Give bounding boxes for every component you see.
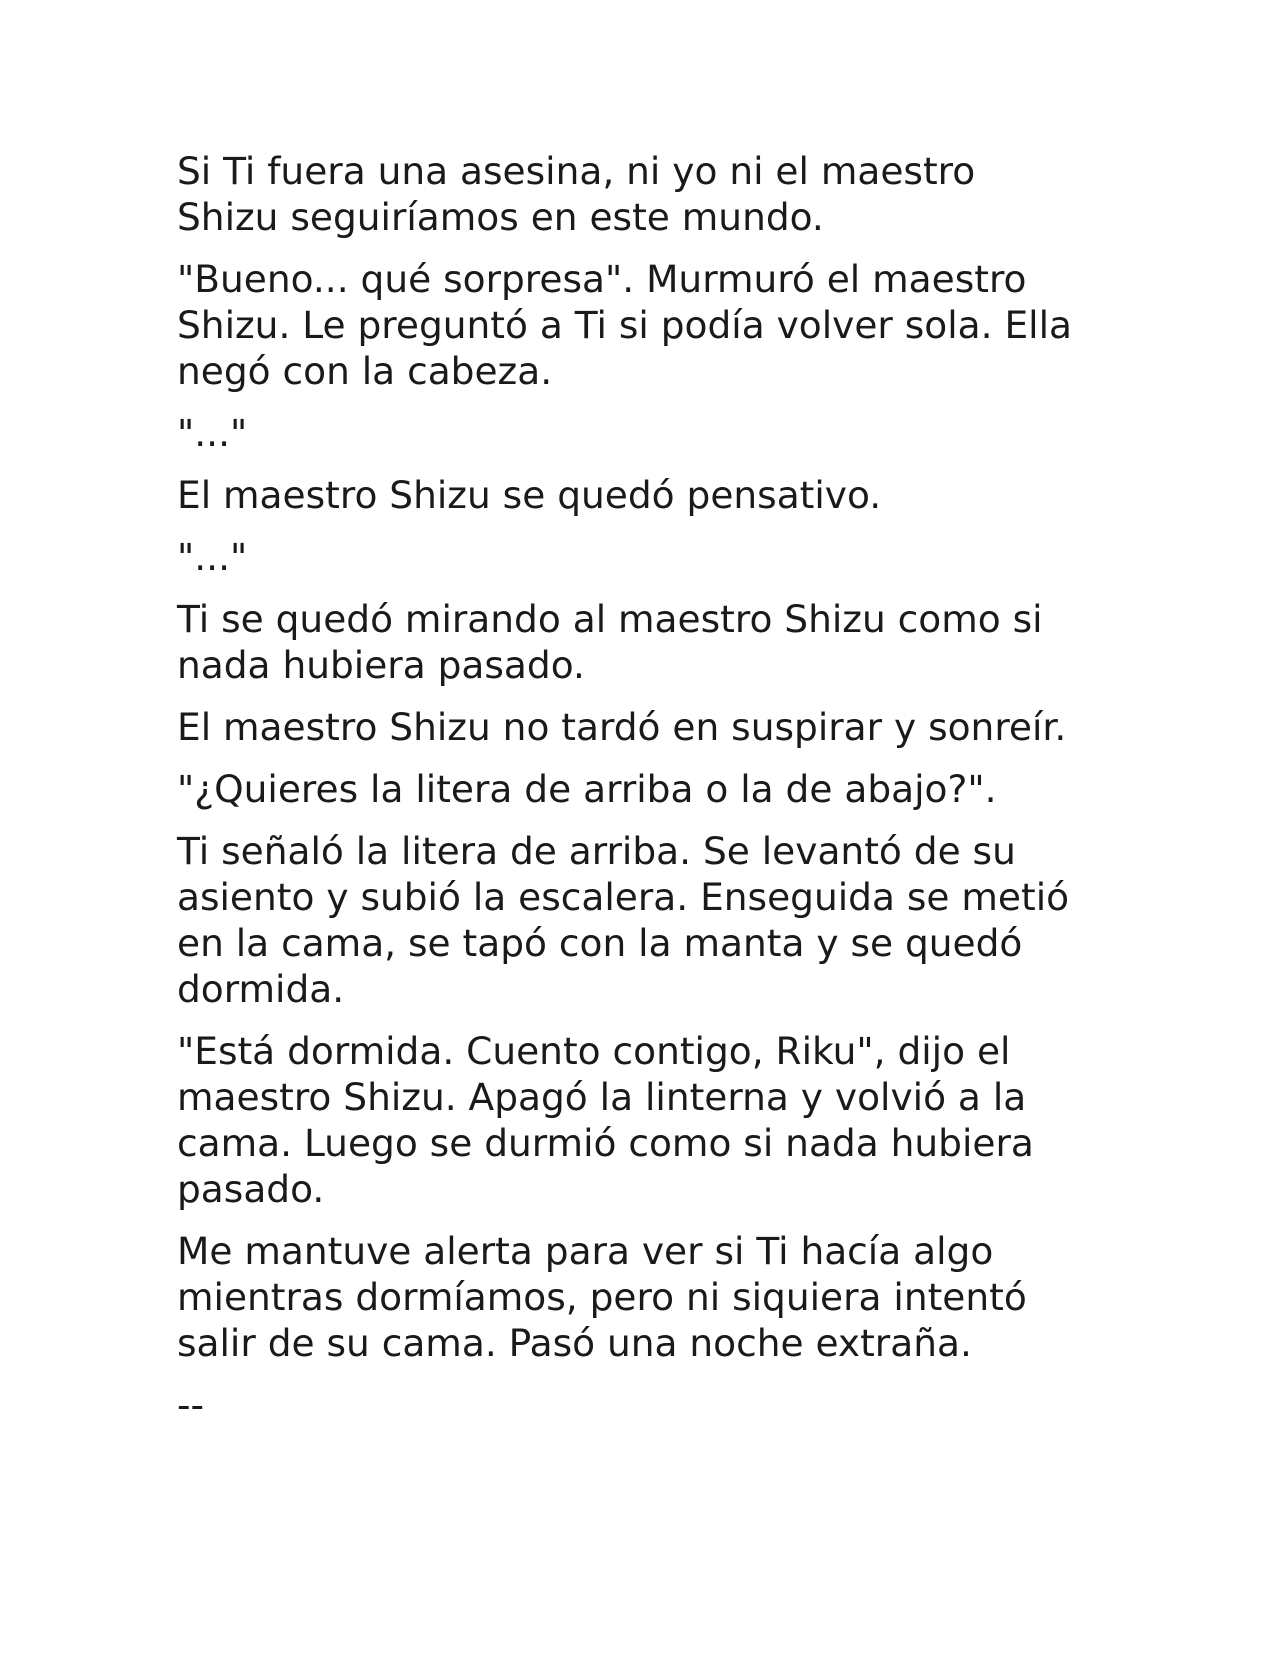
paragraph: Ti señaló la litera de arriba. Se levantó de su asiento y subió la escalera. Enseguida se metió en la cama, se tapó con la manta y se quedó dormida. (177, 829, 1070, 1011)
paragraph: Ti se quedó mirando al maestro Shizu como si nada hubiera pasado. (177, 597, 1043, 687)
document-page (177, 148, 1097, 1444)
paragraph: "¿Quieres la litera de arriba o la de abajo?". (177, 767, 997, 811)
paragraph: "Bueno... qué sorpresa". Murmuró el maestro Shizu. Le preguntó a Ti si podía volver sola. Ella negó con la cabeza. (177, 257, 1073, 393)
paragraph: Me mantuve alerta para ver si Ti hacía algo mientras dormíamos, pero ni siquiera intentó salir de su cama. Pasó una noche extraña. (177, 1229, 1027, 1365)
paragraph: "..." (177, 411, 248, 455)
paragraph: "..." (177, 535, 248, 579)
paragraph: "Está dormida. Cuento contigo, Riku", dijo el maestro Shizu. Apagó la linterna y volvió a la cama. Luego se durmió como si nada hubiera pasado. (177, 1029, 1034, 1211)
paragraph: Si Ti fuera una asesina, ni yo ni el maestro Shizu seguiríamos en este mundo. (177, 149, 976, 239)
paragraph: El maestro Shizu se quedó pensativo. (177, 473, 882, 517)
section-break: -- (177, 1383, 205, 1427)
paragraph: El maestro Shizu no tardó en suspirar y sonreír. (177, 705, 1067, 749)
